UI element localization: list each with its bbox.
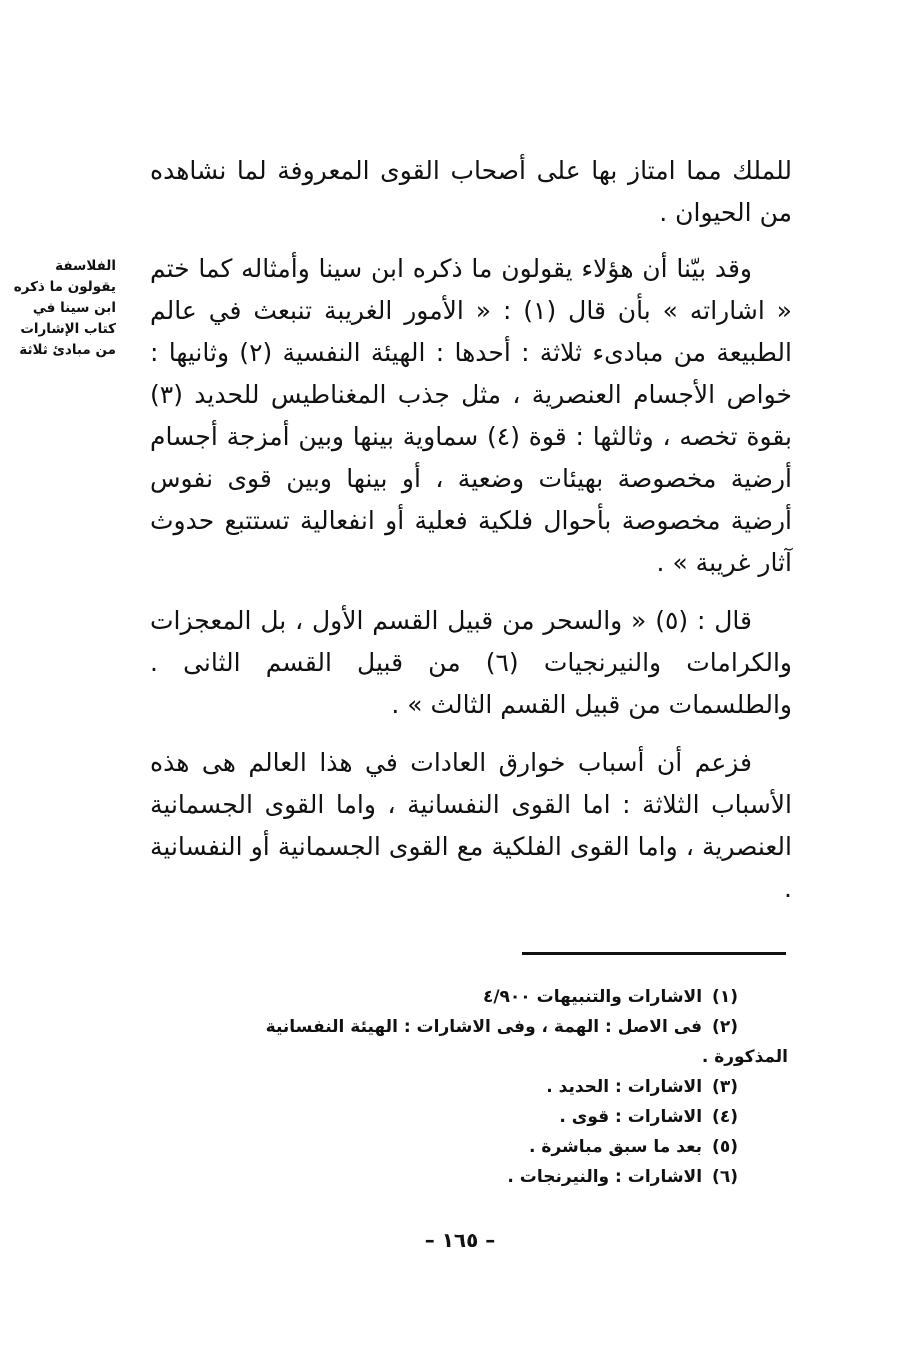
margin-note — [8, 256, 116, 361]
main-text-body — [150, 150, 792, 910]
margin-note-line: كتاب الإشارات — [20, 321, 116, 337]
margin-note-line: يقولون ما ذكره — [13, 279, 116, 295]
paragraph-1: للملك مما امتاز بها على أصحاب القوى المعروفة لما نشاهده من الحيوان . — [150, 156, 792, 227]
footnote-text: الاشارات : قوى . — [559, 1107, 703, 1127]
footnote-number: (١) — [712, 987, 738, 1007]
footnote-number: (٦) — [712, 1167, 738, 1187]
footnote-item — [148, 1132, 738, 1162]
footnote-item — [148, 1012, 738, 1042]
paragraph-4: فزعم أن أسباب خوارق العادات في هذا العالم هى هذه الأسباب الثلاثة : اما القوى النفسانية ، واما القوى الجسمانية العنصرية ، واما القوى الفلكية مع القوى الجسمانية أو النفسانية . — [150, 748, 792, 903]
footnote-text: فى الاصل : الهمة ، وفى الاشارات : الهيئة النفسانية — [265, 1017, 703, 1037]
margin-note-line: ابن سينا في — [32, 300, 116, 316]
footnote-number: (٥) — [712, 1137, 738, 1157]
footnote-text: الاشارات : والنيرنجات . — [507, 1167, 703, 1187]
footnote-number: (٣) — [712, 1077, 738, 1097]
margin-note-line: الفلاسفة — [55, 258, 116, 274]
margin-note-line: من مبادئ ثلاثة — [19, 342, 116, 358]
footnote-item — [148, 1102, 738, 1132]
footnote-number: (٢) — [712, 1017, 738, 1037]
footnote-item — [148, 1162, 738, 1192]
footnotes — [148, 982, 788, 1192]
footnote-separator — [522, 952, 786, 955]
footnote-text: الاشارات والتنبيهات ٤/٩٠٠ — [482, 987, 703, 1007]
paragraph-3: قال : (٥) « والسحر من قبيل القسم الأول ، بل المعجزات والكرامات والنيرنجيات (٦) من قبيل القسم الثانى . والطلسمات من قبيل القسم الثالث » . — [150, 606, 792, 719]
footnote-text: بعد ما سبق مباشرة . — [529, 1137, 703, 1157]
footnote-item — [148, 982, 738, 1012]
footnote-text: المذكورة . — [701, 1047, 788, 1067]
footnote-number: (٤) — [712, 1107, 738, 1127]
footnote-continuation — [148, 1042, 788, 1072]
page-number: – ١٦٥ – — [424, 1228, 496, 1252]
paragraph-2: وقد بيّنا أن هؤلاء يقولون ما ذكره ابن سينا وأمثاله كما ختم « اشاراته » بأن قال (١) : « الأمور الغريبة تنبعث في عالم الطبيعة من مبادىء ثلاثة : أحدها : الهيئة النفسية (٢) وثانيها : خواص الأجسام العنصرية ، مثل جذب المغناطيس للحديد (٣) بقوة تخصه ، وثالثها : قوة (٤) سماوية بينها وبين أمزجة أجسام أرضية مخصوصة بهيئات وضعية ، أو بينها وبين قوى نفوس أرضية مخصوصة بأحوال فلكية فعلية أو انفعالية تستتبع حدوث آثار غريبة » . — [150, 254, 792, 577]
footnote-item — [148, 1072, 738, 1102]
footnote-text: الاشارات : الحديد . — [546, 1077, 703, 1097]
